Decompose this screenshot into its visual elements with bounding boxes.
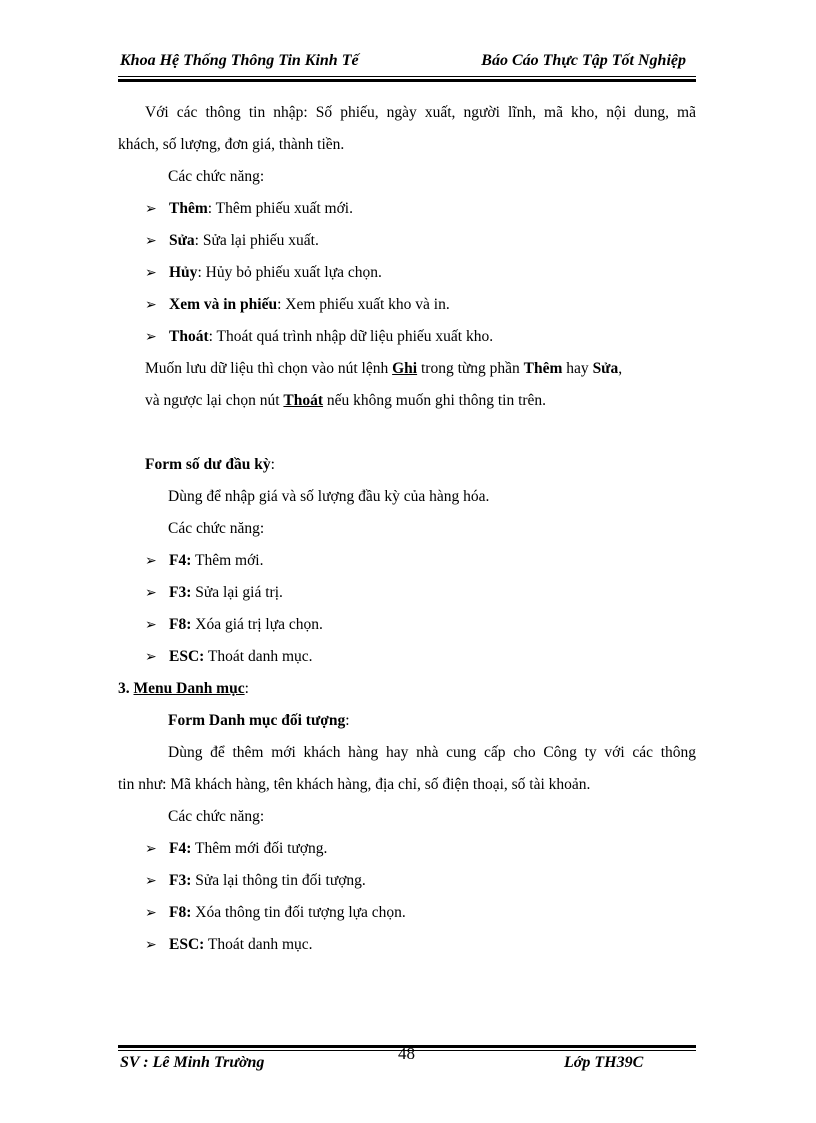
paragraph-line: Dùng để thêm mới khách hàng hay nhà cung cấp cho Công ty với các thông xyxy=(168,744,696,761)
list-item: ➢ Sửa: Sửa lại phiếu xuất. xyxy=(145,231,319,252)
header-rule-thick xyxy=(118,79,696,82)
arrow-bullet-icon: ➢ xyxy=(145,554,157,569)
header-rule-thin xyxy=(118,76,696,77)
list-item: ➢ F4: Thêm mới. xyxy=(145,551,263,572)
list-item: ➢ ESC: Thoát danh mục. xyxy=(145,935,313,956)
page-footer xyxy=(118,1044,696,1078)
arrow-bullet-icon: ➢ xyxy=(145,586,157,601)
arrow-bullet-icon: ➢ xyxy=(145,234,157,249)
paragraph-line: tin như: Mã khách hàng, tên khách hàng, địa chỉ, số điện thoại, số tài khoản. xyxy=(118,776,591,793)
page-number: 48 xyxy=(398,1044,415,1063)
list-item: ➢ F8: Xóa giá trị lựa chọn. xyxy=(145,615,323,636)
functions-label: Các chức năng: xyxy=(168,808,265,825)
arrow-bullet-icon: ➢ xyxy=(145,906,157,921)
section-heading: 3. Menu Danh mục: xyxy=(118,680,249,697)
footer-class: Lớp TH39C xyxy=(564,1054,644,1071)
list-item: ➢ Hủy: Hủy bỏ phiếu xuất lựa chọn. xyxy=(145,263,382,284)
page-header xyxy=(118,50,696,76)
list-item: ➢ F3: Sửa lại thông tin đối tượng. xyxy=(145,871,366,892)
paragraph-line: khách, số lượng, đơn giá, thành tiền. xyxy=(118,136,345,153)
list-item: ➢ Thoát: Thoát quá trình nhập dữ liệu phiếu xuất kho. xyxy=(145,327,493,348)
form-opening-title: Form số dư đầu kỳ: xyxy=(145,456,275,473)
arrow-bullet-icon: ➢ xyxy=(145,650,157,665)
footer-student: SV : Lê Minh Trường xyxy=(120,1054,265,1071)
arrow-bullet-icon: ➢ xyxy=(145,202,157,217)
arrow-bullet-icon: ➢ xyxy=(145,618,157,633)
functions-label: Các chức năng: xyxy=(168,168,265,185)
arrow-bullet-icon: ➢ xyxy=(145,938,157,953)
arrow-bullet-icon: ➢ xyxy=(145,330,157,345)
arrow-bullet-icon: ➢ xyxy=(145,298,157,313)
list-item: ➢ F8: Xóa thông tin đối tượng lựa chọn. xyxy=(145,903,406,924)
exit-instruction: và ngược lại chọn nút Thoát nếu không muốn ghi thông tin trên. xyxy=(145,392,547,409)
header-report-title: Báo Cáo Thực Tập Tốt Nghiệp xyxy=(481,52,686,69)
arrow-bullet-icon: ➢ xyxy=(145,874,157,889)
list-item: ➢ Thêm: Thêm phiếu xuất mới. xyxy=(145,199,353,220)
list-item: ➢ ESC: Thoát danh mục. xyxy=(145,647,313,668)
list-item: ➢ F4: Thêm mới đối tượng. xyxy=(145,839,327,860)
paragraph-line: Dùng để nhập giá và số lượng đầu kỳ của hàng hóa. xyxy=(168,488,490,505)
list-item: ➢ Xem và in phiếu: Xem phiếu xuất kho và in. xyxy=(145,295,450,316)
header-faculty: Khoa Hệ Thống Thông Tin Kinh Tế xyxy=(120,52,359,69)
arrow-bullet-icon: ➢ xyxy=(145,842,157,857)
functions-label: Các chức năng: xyxy=(168,520,265,537)
save-instruction: Muốn lưu dữ liệu thì chọn vào nút lệnh Ghi trong từng phần Thêm hay Sửa, xyxy=(145,360,623,377)
arrow-bullet-icon: ➢ xyxy=(145,266,157,281)
form-catalog-title: Form Danh mục đối tượng: xyxy=(168,712,350,729)
paragraph-line: Với các thông tin nhập: Số phiếu, ngày xuất, người lĩnh, mã kho, nội dung, mã xyxy=(145,104,696,121)
list-item: ➢ F3: Sửa lại giá trị. xyxy=(145,583,283,604)
